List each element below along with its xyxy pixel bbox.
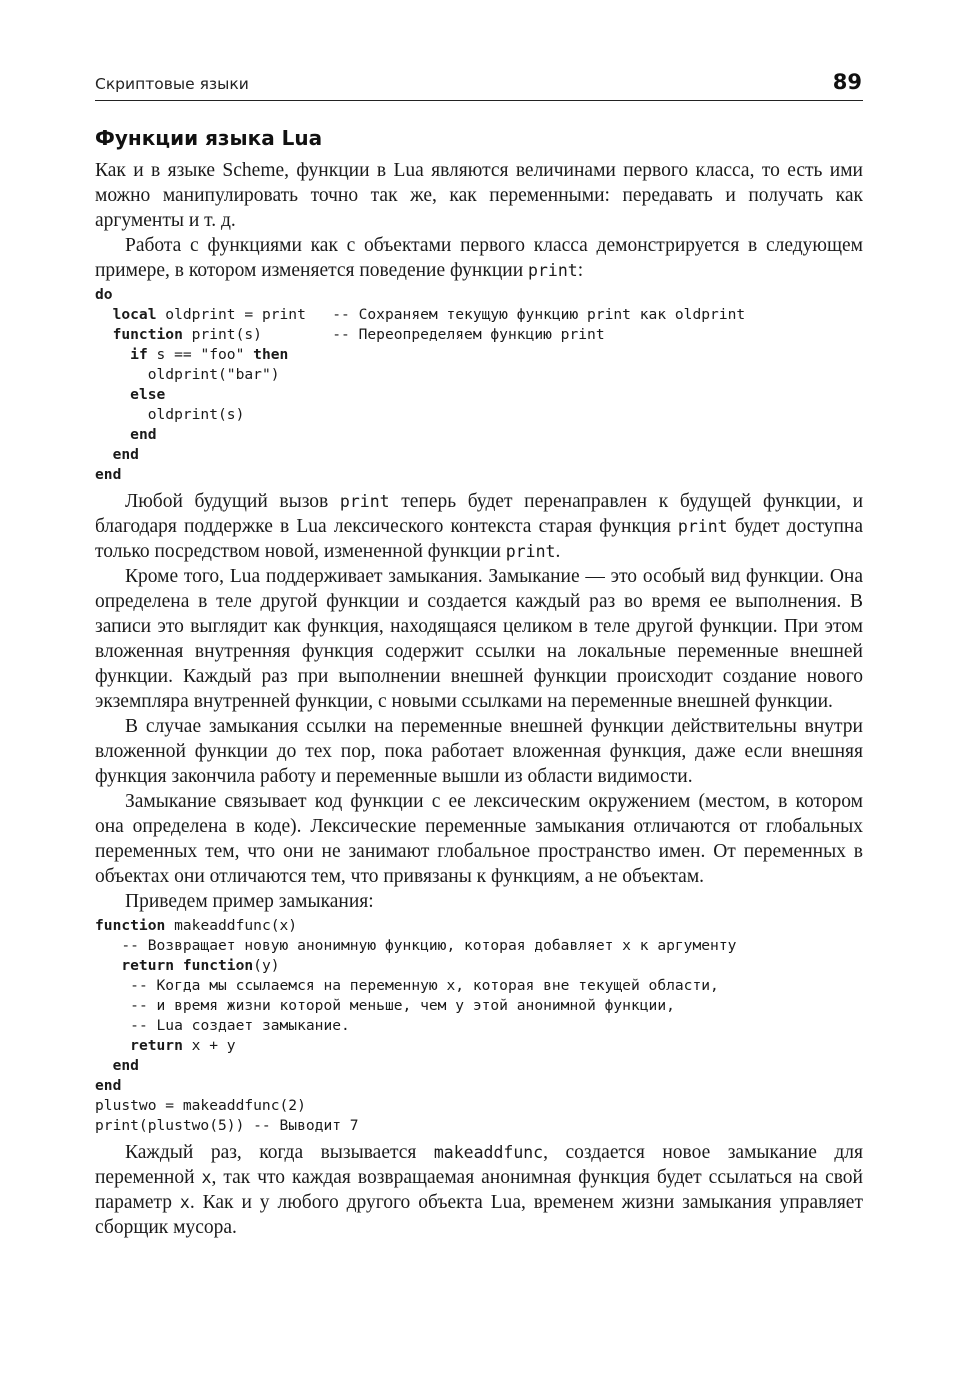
code-line — [95, 1076, 863, 1096]
code-keyword: function — [112, 326, 183, 343]
paragraph: В случае замыкания ссылки на переменные внешней функции действительны внутри вложенной функции до тех пор, пока работает вложенная функция, даже если внешняя функция закончила работу и переменные вышли из области видимости. — [95, 716, 863, 787]
inline-code: print — [677, 517, 728, 536]
code-line — [95, 385, 863, 405]
inline-code: x — [201, 1168, 212, 1187]
code-line: local oldprint = print -- Сохраняем текущую функцию print как oldprint — [112, 306, 746, 323]
paragraph: Любой будущий вызов print теперь будет перенаправлен к будущей функции, и благодаря поддержке в Lua лексического контекста старая функция print будет доступна только посредством новой, измененной функции print. — [95, 491, 864, 562]
code-line: function makeaddfunc(x) — [95, 917, 298, 934]
code-keyword: do — [95, 286, 113, 303]
code-line: -- Возвращает новую анонимную функцию, которая добавляет x к аргументу — [121, 937, 737, 954]
paragraph: Работа с функциями как с объектами первого класса демонстрируется в следующем примере, в котором изменяется поведение функции print: — [95, 235, 863, 281]
code-line — [95, 425, 863, 445]
inline-code: x — [179, 1193, 190, 1212]
code-line — [95, 445, 863, 465]
paragraph: Кроме того, Lua поддерживает замыкания. Замыкание — это особый вид функции. Она определена в теле другой функции и создается каждый раз во время ее выполнения. В записи это выглядит как функция, находящаяся целиком в теле другой функции. При этом вложенная внутренняя функция содержит ссылки на локальные переменные внешней функции. Каждый раз при выполнении внешней функции происходит создание нового экземпляра внутренней функции, с новыми ссылками на переменные внешней функции. — [95, 566, 863, 712]
code-line — [95, 465, 863, 485]
code-line: -- и время жизни которой меньше, чем у этой анонимной функции, — [130, 997, 675, 1014]
code-line: function print(s) -- Переопределяем функцию print — [112, 326, 605, 343]
code-keyword: function — [95, 917, 166, 934]
code-keyword: return — [130, 1037, 183, 1054]
code-listing — [95, 916, 863, 1136]
code-keyword: else — [130, 386, 166, 403]
code-keyword: end — [130, 426, 157, 443]
code-keyword: local — [112, 306, 157, 323]
paragraph: Как и в языке Scheme, функции в Lua являются величинами первого класса, то есть ими можно манипулировать точно так же, как переменными: передавать и получать как аргументы и т. д. — [95, 160, 863, 231]
inline-code: print — [339, 492, 390, 511]
code-line: -- Lua создает замыкание. — [130, 1017, 350, 1034]
code-listing — [95, 285, 863, 485]
section-heading: Функции языка Lua — [95, 126, 323, 150]
code-keyword: then — [253, 346, 289, 363]
code-keyword: end — [95, 1077, 122, 1094]
paragraph: Каждый раз, когда вызывается makeaddfunc, создается новое замыкание для переменной x, так что каждая возвращаемая анонимная функция будет ссылаться на свой параметр x. Как и у любого другого объекта Lua, временем жизни замыкания управляет сборщик мусора. — [95, 1142, 863, 1238]
paragraph: Замыкание связывает код функции с ее лексическим окружением (местом, в котором она определена в коде). Лексические переменные замыкания отличаются от глобальных переменных тем, что они не занимают глобальное пространство имен. От переменных в объектах они отличаются тем, что привязаны к функциям, а не объектам. — [95, 791, 863, 887]
running-head-title: Скриптовые языки — [95, 75, 249, 93]
code-line: if s == "foo" then — [130, 346, 289, 363]
code-keyword: function — [182, 957, 254, 974]
code-line — [95, 285, 863, 305]
page-body — [95, 124, 863, 1240]
code-line: return x + y — [130, 1037, 236, 1054]
paragraph: Приведем пример замыкания: — [125, 891, 374, 912]
code-line: -- Когда мы ссылаемся на переменную x, которая вне текущей области, — [130, 977, 719, 994]
code-keyword: end — [112, 1057, 139, 1074]
page-number: 89 — [832, 70, 862, 94]
inline-code: makeaddfunc — [433, 1143, 544, 1162]
inline-code: print — [505, 542, 556, 561]
code-line — [95, 1056, 863, 1076]
code-keyword: return — [121, 957, 175, 974]
code-line: return function(y) — [121, 957, 280, 974]
code-line: oldprint(s) — [147, 406, 245, 423]
code-keyword: if — [130, 346, 148, 363]
code-line: oldprint("bar") — [147, 366, 280, 383]
inline-code: print — [528, 261, 578, 280]
code-line: plustwo = makeaddfunc(2) — [95, 1097, 306, 1114]
code-line: print(plustwo(5)) -- Выводит 7 — [95, 1117, 359, 1134]
code-keyword: end — [95, 466, 122, 483]
code-keyword: end — [112, 446, 139, 463]
running-head — [95, 70, 863, 101]
